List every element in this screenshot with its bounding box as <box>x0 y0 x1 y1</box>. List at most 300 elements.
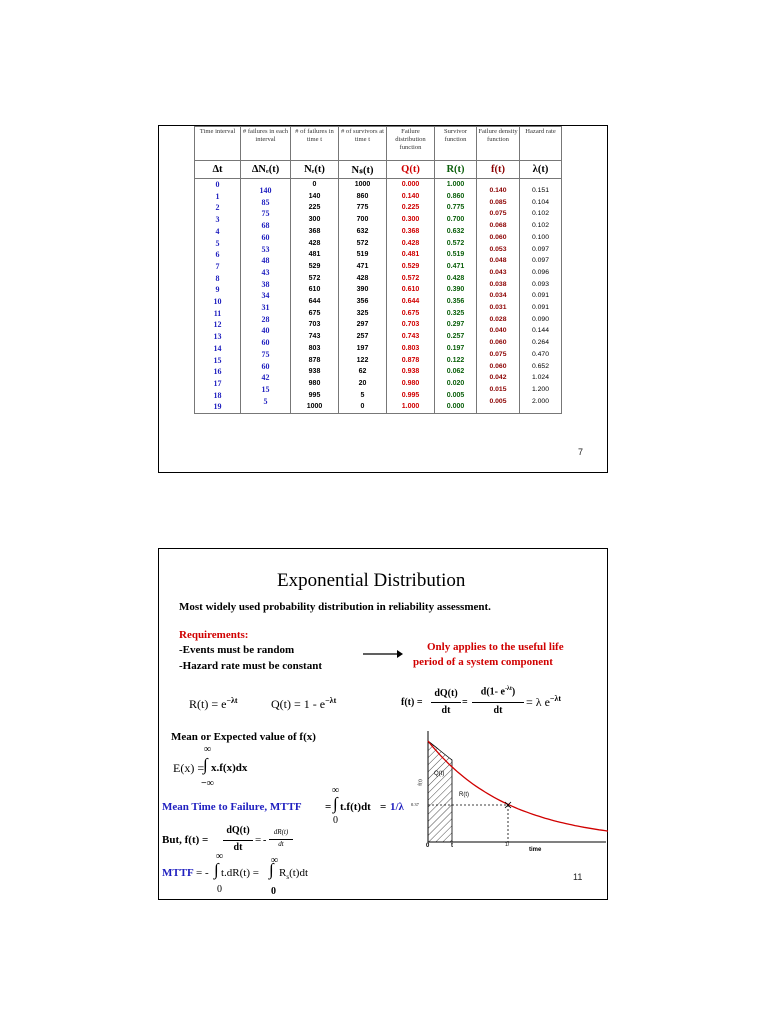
table-cell <box>339 238 387 250</box>
table-cell-value: 48 <box>261 256 270 266</box>
slide-subtitle: Most widely used probability distribution in reliability assessment. <box>179 601 491 613</box>
table-cell-value: 675 <box>308 309 321 317</box>
eq-f-num1: dQ(t) <box>434 688 458 699</box>
table-cell <box>195 343 241 355</box>
table-cell-value: 53 <box>261 244 270 254</box>
graph-y-tick: 0.37 <box>411 802 419 807</box>
but-den2: dt <box>278 840 284 848</box>
table-cell-value: 0.015 <box>489 385 507 393</box>
symbol-lambda: λ(t) <box>520 161 562 179</box>
table-cell <box>435 191 477 203</box>
table-cell-value: 0.068 <box>489 222 507 230</box>
table-cell-value: 0.000 <box>401 181 420 188</box>
mttf2-sub: s <box>286 873 290 882</box>
table-cell <box>291 343 339 355</box>
table-cell-value: 0.197 <box>446 344 465 352</box>
table-cell-value: 0.743 <box>401 333 420 341</box>
table-cell-value: 0.000 <box>446 403 465 411</box>
table-cell-value: 0.151 <box>531 187 549 194</box>
table-cell-value: 0.610 <box>401 286 420 294</box>
mttf-label: Mean Time to Failure, MTTF <box>162 801 302 813</box>
slide-exponential-distribution <box>158 548 608 900</box>
mttf2-lower-limit: 0 <box>217 884 222 895</box>
eq-f-rhs-base: = λ e <box>526 695 550 709</box>
table-cell-value: 428 <box>308 239 321 247</box>
table-cell <box>339 378 387 390</box>
mttf2-upper-limit-2: ∞ <box>271 855 279 866</box>
table-cell <box>291 238 339 250</box>
graph-x-label: time <box>529 847 542 853</box>
table-cell <box>195 390 241 402</box>
eq-f-num2-base: d(1- e <box>480 686 505 698</box>
but-equals: = <box>255 834 262 846</box>
table-cell-value: 775 <box>356 204 369 212</box>
header-survivor-function: Survivor function <box>435 127 477 161</box>
mttf-equals: = <box>325 801 332 813</box>
table-cell-value: 68 <box>261 221 270 231</box>
table-cell <box>387 249 435 261</box>
table-cell-value: 0.428 <box>401 239 420 247</box>
exponential-curve <box>428 741 608 831</box>
header-failures-time: # of failures in time t <box>291 127 339 161</box>
table-cell <box>339 366 387 378</box>
table-cell <box>477 179 520 194</box>
table-cell <box>387 319 435 331</box>
table-cell-value: 0.122 <box>446 356 465 364</box>
page-number-11: 11 <box>573 872 583 882</box>
table-cell <box>291 284 339 296</box>
table-cell <box>339 331 387 343</box>
table-cell <box>387 226 435 238</box>
mttf2-equals: = - <box>196 867 209 879</box>
table-cell <box>291 179 339 191</box>
table-cell <box>387 390 435 402</box>
table-cell-value: 0.005 <box>489 397 507 405</box>
table-cell-value: 0.060 <box>489 339 507 347</box>
table-cell <box>435 179 477 191</box>
mttf2-lower-limit-2: 0 <box>271 886 276 897</box>
table-cell-value: 60 <box>261 232 270 242</box>
table-cell-value: 0.053 <box>489 245 507 253</box>
eq-f-rhs-exp: −λt <box>549 694 562 703</box>
table-cell-value: 0.572 <box>401 274 420 282</box>
table-cell-value: 0.042 <box>489 374 507 382</box>
table-cell-value: 0 <box>360 403 365 411</box>
table-cell <box>195 261 241 273</box>
mttf2-eq2 <box>279 867 308 881</box>
graph-label-r: R(t) <box>459 792 469 798</box>
table-cell-value: 0.062 <box>446 368 465 376</box>
requirement-random: -Events must be random <box>179 644 295 656</box>
table-cell <box>435 308 477 320</box>
table-cell-value: 75 <box>261 209 270 219</box>
table-cell-value: 15 <box>213 355 222 365</box>
table-cell-value: 0.028 <box>489 315 507 323</box>
table-cell <box>387 331 435 343</box>
table-cell-value: 0.060 <box>489 233 507 241</box>
table-cell <box>339 308 387 320</box>
requirement-constant-hazard: -Hazard rate must be constant <box>179 660 322 672</box>
eq-f-fraction-bar1 <box>431 702 461 703</box>
table-cell-value: 0.144 <box>531 327 549 335</box>
table-cell-value: 0.005 <box>446 391 465 399</box>
table-cell-value: 197 <box>356 344 369 352</box>
table-cell <box>387 179 435 191</box>
table-cell <box>387 191 435 203</box>
table-cell <box>435 273 477 285</box>
eq-q-base: Q(t) = 1 - e <box>271 697 326 711</box>
table-cell-value: 5 <box>360 391 365 399</box>
symbol-q: Q(t) <box>387 161 435 179</box>
equation-failure-distribution <box>271 696 336 712</box>
table-cell <box>435 343 477 355</box>
table-cell-value: 368 <box>308 227 321 235</box>
table-cell-value: 1.200 <box>531 385 549 393</box>
header-failures-interval: # failures in each interval <box>241 127 291 161</box>
table-cell-value: 0.097 <box>531 245 549 253</box>
integral-icon: ∫ <box>214 860 219 879</box>
table-cell <box>241 179 291 195</box>
table-cell <box>435 296 477 308</box>
table-cell-value: 0.481 <box>401 251 420 259</box>
table-cell <box>435 284 477 296</box>
table-cell-value: 995 <box>308 391 321 399</box>
table-cell <box>520 179 562 194</box>
table-cell <box>435 319 477 331</box>
table-cell <box>339 343 387 355</box>
table-cell-value: 644 <box>308 298 321 306</box>
eq-r-base: R(t) = e <box>189 697 227 711</box>
table-cell-value: 529 <box>308 262 321 270</box>
table-cell <box>339 202 387 214</box>
but-fraction-bar <box>223 840 253 841</box>
table-cell <box>291 214 339 226</box>
table-row <box>195 179 562 191</box>
mttf2-eq1: t.dR(t) = <box>221 867 259 879</box>
table-cell-value: 8 <box>215 273 220 283</box>
table-cell-value: 0.096 <box>531 268 549 276</box>
mttf2-end: (t)dt <box>289 867 309 879</box>
table-cell-value: 0.097 <box>531 257 549 265</box>
ex-lower-limit: −∞ <box>201 778 214 789</box>
table-cell <box>435 226 477 238</box>
table-cell-value: 0.356 <box>446 298 465 306</box>
eq-f-den2: dt <box>493 705 503 716</box>
header-failure-distribution: Failure distribution function <box>387 127 435 161</box>
table-cell-value: 0.775 <box>446 204 465 212</box>
table-cell-value: 1000 <box>354 181 371 188</box>
mttf2-r: R <box>279 867 287 879</box>
table-cell-value: 0.572 <box>446 239 465 247</box>
table-cell <box>195 401 241 413</box>
table-cell <box>291 390 339 402</box>
table-cell <box>339 390 387 402</box>
table-cell-value: 297 <box>356 321 369 329</box>
table-cell <box>195 179 241 191</box>
table-cell-value: 0.632 <box>446 227 465 235</box>
table-cell-value: 0.100 <box>531 233 549 241</box>
table-cell <box>195 355 241 367</box>
table-cell-value: 15 <box>261 384 270 394</box>
eq-f-rhs <box>526 694 561 710</box>
table-cell <box>195 214 241 226</box>
table-cell-value: 0.980 <box>401 379 420 387</box>
but-minus: - <box>263 835 267 846</box>
table-cell-value: 803 <box>308 344 321 352</box>
mttf-result: 1/λ <box>390 801 404 813</box>
table-cell-value: 5 <box>263 396 268 406</box>
table-cell-value: 481 <box>308 251 321 259</box>
table-cell-value: 0.878 <box>401 356 420 364</box>
table-cell <box>291 226 339 238</box>
slide-reliability-table <box>158 125 608 473</box>
table-cell-value: 0.703 <box>401 321 420 329</box>
table-cell-value: 2 <box>215 203 220 213</box>
table-cell <box>387 401 435 413</box>
table-cell-value: 0.060 <box>489 362 507 370</box>
table-cell-value: 0.075 <box>489 350 507 358</box>
table-cell <box>291 273 339 285</box>
table-cell <box>435 331 477 343</box>
table-cell-value: 0.038 <box>489 280 507 288</box>
table-cell <box>435 401 477 413</box>
table-cell <box>195 191 241 203</box>
symbol-r: R(t) <box>435 161 477 179</box>
table-cell-value: 34 <box>261 291 270 301</box>
table-cell-value: 16 <box>213 367 222 377</box>
table-cell-value: 0.257 <box>446 333 465 341</box>
table-cell-value: 225 <box>308 204 321 212</box>
table-cell <box>435 355 477 367</box>
table-cell <box>195 202 241 214</box>
eq-q-exp: −λt <box>325 696 337 705</box>
table-cell-value: 10 <box>213 297 222 307</box>
ex-lhs: E(x) = <box>173 761 205 775</box>
table-cell-value: 5 <box>215 238 220 248</box>
table-cell <box>435 366 477 378</box>
table-cell-value: 3 <box>215 215 220 225</box>
table-cell-value: 471 <box>356 262 369 270</box>
page-number-7: 7 <box>578 447 584 457</box>
requirements-heading: Requirements: <box>179 629 249 641</box>
exponential-graph <box>414 729 609 859</box>
table-cell-value: 0.090 <box>531 315 549 323</box>
slide-title: Exponential Distribution <box>277 570 466 591</box>
table-cell <box>195 273 241 285</box>
table-cell-value: 700 <box>356 216 369 224</box>
table-cell-value: 0.264 <box>531 339 549 347</box>
eq-f-num2-exp: -λt <box>504 686 512 692</box>
table-cell <box>387 261 435 273</box>
table-cell-value: 140 <box>259 186 272 195</box>
symbol-f: f(t) <box>477 161 520 179</box>
table-cell <box>435 390 477 402</box>
eq-f-fraction-bar2 <box>472 702 524 703</box>
integral-icon: ∫ <box>203 755 208 774</box>
table-cell <box>291 308 339 320</box>
table-cell-value: 0.390 <box>446 286 465 294</box>
table-cell-value: 878 <box>308 356 321 364</box>
table-cell-value: 0.102 <box>531 222 549 230</box>
mttf2-upper-limit: ∞ <box>216 851 224 862</box>
table-cell-value: 2.000 <box>531 397 549 405</box>
table-cell <box>291 331 339 343</box>
table-cell <box>387 202 435 214</box>
table-cell <box>195 284 241 296</box>
table-cell-value: 0.995 <box>401 391 420 399</box>
table-body <box>195 179 562 414</box>
table-cell <box>291 319 339 331</box>
table-cell-value: 0 <box>215 180 220 189</box>
table-cell-value: 428 <box>356 274 369 282</box>
table-cell-value: 0.020 <box>446 379 465 387</box>
table-cell-value: 0.075 <box>489 210 507 218</box>
table-symbol-row <box>195 161 562 179</box>
table-cell <box>435 378 477 390</box>
ex-upper-limit: ∞ <box>204 744 212 755</box>
table-cell <box>435 261 477 273</box>
eq-f-lhs: f(t) = <box>401 697 423 708</box>
table-cell-value: 0.297 <box>446 321 465 329</box>
table-cell <box>435 238 477 250</box>
table-cell-value: 20 <box>358 379 367 387</box>
reliability-table <box>194 126 562 414</box>
table-cell-value: 0.104 <box>531 198 549 206</box>
header-time-interval: Time interval <box>195 127 241 161</box>
table-cell-value: 17 <box>213 378 222 388</box>
table-cell-value: 4 <box>215 226 220 236</box>
table-cell-value: 42 <box>261 373 270 383</box>
header-failure-density: Failure density function <box>477 127 520 161</box>
note-line-2: period of a system component <box>413 656 553 668</box>
table-cell <box>339 401 387 413</box>
eq-f-num2 <box>472 686 524 697</box>
table-cell-value: 122 <box>356 356 369 364</box>
table-cell <box>387 214 435 226</box>
table-cell <box>435 202 477 214</box>
table-cell-value: 60 <box>261 338 270 348</box>
table-cell-value: 43 <box>261 267 270 277</box>
table-cell <box>195 238 241 250</box>
table-cell-value: 1000 <box>306 403 323 411</box>
table-cell-value: 6 <box>215 250 220 260</box>
header-hazard-rate: Hazard rate <box>520 127 562 161</box>
mttf-equals-2: = <box>380 801 387 813</box>
table-cell <box>339 355 387 367</box>
mttf-eq: t.f(t)dt <box>340 801 371 813</box>
but-den: dt <box>233 842 243 853</box>
table-cell-value: 7 <box>215 261 220 271</box>
table-cell-value: 0.519 <box>446 251 465 259</box>
table-cell <box>387 308 435 320</box>
table-cell-value: 14 <box>213 343 222 353</box>
table-cell-value: 0.938 <box>401 368 420 376</box>
table-cell <box>195 331 241 343</box>
q-area <box>428 741 452 842</box>
equation-reliability <box>189 696 238 712</box>
table-cell <box>387 273 435 285</box>
table-cell-value: 11 <box>213 308 222 318</box>
integral-icon: ∫ <box>269 860 274 879</box>
table-cell-value: 0.034 <box>489 292 507 300</box>
table-cell <box>387 378 435 390</box>
table-cell-value: 0.471 <box>446 262 465 270</box>
table-cell <box>291 378 339 390</box>
table-cell-value: 9 <box>215 285 220 295</box>
table-cell-value: 1 <box>215 191 220 201</box>
table-cell-value: 0.529 <box>401 262 420 270</box>
table-cell <box>339 261 387 273</box>
table-cell-value: 0.325 <box>446 309 465 317</box>
table-cell-value: 860 <box>356 192 369 200</box>
table-cell <box>339 214 387 226</box>
table-cell <box>387 366 435 378</box>
symbol-delta-nf: ΔNₑ(t) <box>241 161 291 179</box>
graph-origin: 0 <box>426 843 430 849</box>
arrow-icon <box>363 648 403 660</box>
ex-body: x.f(x)dx <box>211 762 248 774</box>
symbol-nf: Nₑ(t) <box>291 161 339 179</box>
table-cell-value: 0.031 <box>489 304 507 312</box>
table-cell-value: 703 <box>308 321 321 329</box>
table-cell-value: 0.428 <box>446 274 465 282</box>
mean-heading: Mean or Expected value of f(x) <box>171 731 316 743</box>
table-cell-value: 572 <box>308 274 321 282</box>
table-cell <box>291 366 339 378</box>
table-cell <box>195 296 241 308</box>
eq-r-exp: −λt <box>226 696 238 705</box>
table-cell-value: 980 <box>308 379 321 387</box>
table-cell-value: 0.368 <box>401 227 420 235</box>
table-cell-value: 519 <box>356 251 369 259</box>
table-cell-value: 0.140 <box>401 192 420 200</box>
table-cell-value: 0.091 <box>531 292 549 300</box>
note-line-1: Only applies to the useful life <box>427 641 564 653</box>
graph-x-tick-t: t <box>451 843 453 849</box>
eq-equals-1: = <box>462 697 468 708</box>
table-cell-value: 0.675 <box>401 309 420 317</box>
table-cell <box>291 401 339 413</box>
table-cell <box>435 214 477 226</box>
table-cell-value: 0.048 <box>489 257 507 265</box>
graph-label-q: Q(t) <box>434 771 445 777</box>
table-cell <box>291 202 339 214</box>
table-cell <box>339 191 387 203</box>
table-cell-value: 1.024 <box>531 374 549 382</box>
table-cell <box>339 296 387 308</box>
table-cell-value: 257 <box>356 333 369 341</box>
mttf2-label: MTTF <box>162 867 194 879</box>
header-survivors: # of survivors at time t <box>339 127 387 161</box>
table-cell <box>339 226 387 238</box>
table-cell <box>195 249 241 261</box>
table-cell-value: 140 <box>308 192 321 200</box>
table-cell-value: 0.225 <box>401 204 420 212</box>
table-cell-value: 0.093 <box>531 280 549 288</box>
table-cell-value: 75 <box>261 349 270 359</box>
table-cell <box>387 343 435 355</box>
table-cell <box>291 296 339 308</box>
table-cell <box>339 284 387 296</box>
table-cell-value: 60 <box>261 361 270 371</box>
table-cell-value: 632 <box>356 227 369 235</box>
table-cell <box>195 319 241 331</box>
table-cell-value: 0 <box>312 181 317 188</box>
table-cell <box>195 226 241 238</box>
table-cell-value: 28 <box>261 314 270 324</box>
table-cell-value: 325 <box>356 309 369 317</box>
symbol-delta-t: Δt <box>195 161 241 179</box>
